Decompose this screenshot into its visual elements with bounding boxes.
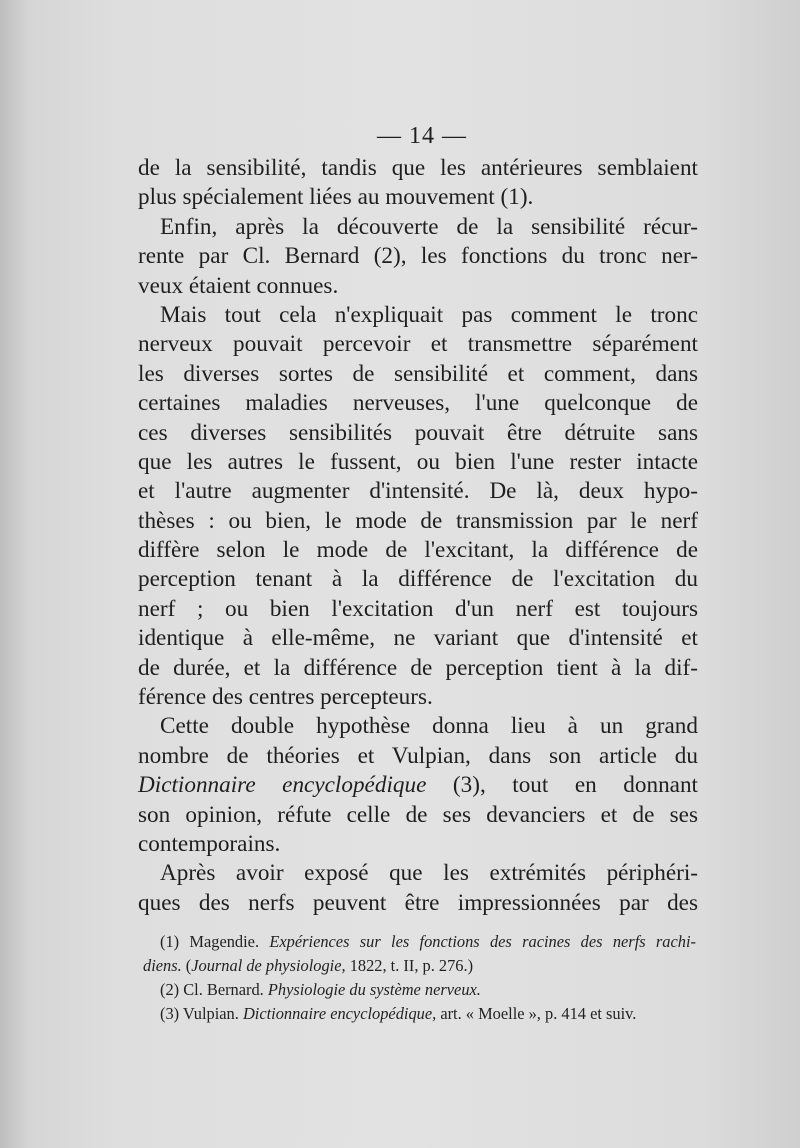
text-line: de la sensibilité, tandis que les antérieures semblaient: [138, 155, 698, 181]
text-line: contemporains.: [138, 830, 281, 857]
footnote-marker: (3) Vulpian.: [160, 1004, 243, 1023]
text-line: perception tenant à la différence de l'excitation du: [138, 566, 698, 593]
footnote-title: Physiologie du système nerveux.: [267, 980, 481, 999]
text-line: son opinion, réfute celle de ses devanciers et de ses: [138, 801, 698, 828]
footnote-text: 1822, t. II, p. 276.): [345, 956, 474, 975]
text-line: férence des centres percepteurs.: [138, 684, 433, 711]
text-line: plus spécialement liées au mouvement (1).: [138, 184, 534, 211]
text-line: certaines maladies nerveuses, l'une quelconque de: [138, 390, 698, 417]
footnote-text: (: [181, 956, 192, 975]
footnote-text: art. « Moelle », p. 414 et suiv.: [436, 1004, 637, 1023]
text-line: Mais tout cela n'expliquait pas comment le tronc: [160, 301, 698, 328]
text-line: que les autres le fussent, ou bien l'une rester intacte: [138, 448, 698, 475]
text-line: ces diverses sensibilités pouvait être détruite sans: [138, 419, 698, 446]
text-line: nombre de théories et Vulpian, dans son article du: [138, 742, 698, 769]
footnote-1: [160, 930, 696, 954]
footnote-1-continuation: [143, 954, 696, 978]
text-line: identique à elle-même, ne variant que d'intensité et: [138, 625, 698, 652]
footnotes: [143, 930, 696, 1026]
footnote-marker: (2) Cl. Bernard.: [160, 980, 268, 999]
footnote-journal: Journal de physiologie,: [191, 956, 346, 975]
text-line: Cette double hypothèse donna lieu à un grand: [160, 713, 698, 740]
text-line: veux étaient connues.: [138, 272, 339, 299]
footnote-2: [160, 978, 696, 1002]
main-text: [138, 118, 698, 918]
text-line: les diverses sortes de sensibilité et comment, dans: [138, 360, 698, 387]
footnote-title: diens.: [143, 956, 182, 975]
text-line: diffère selon le mode de l'excitant, la différence de: [138, 537, 698, 564]
italic-title: Dictionnaire encyclopédique: [138, 772, 427, 799]
body-text: [138, 154, 698, 918]
text-line: Enfin, après la découverte de la sensibilité récur-: [160, 213, 698, 240]
text-line: de durée, et la différence de perception tient à la dif-: [138, 654, 698, 681]
text-line: nerveux pouvait percevoir et transmettre séparément: [138, 331, 698, 358]
footnote-marker: (1) Magendie.: [160, 932, 270, 951]
footnote-title: Expériences sur les fonctions des racines des nerfs rachi-: [269, 932, 696, 951]
text-line: et l'autre augmenter d'intensité. De là, deux hypo-: [138, 478, 698, 505]
text-line: nerf ; ou bien l'excitation d'un nerf est toujours: [138, 595, 698, 622]
text-line: thèses : ou bien, le mode de transmission par le nerf: [138, 507, 698, 534]
footnote-3: [160, 1002, 696, 1026]
footnote-title: Dictionnaire encyclopédique,: [242, 1004, 437, 1023]
text-line: rente par Cl. Bernard (2), les fonctions du tronc ner-: [138, 243, 698, 270]
text-line: ques des nerfs peuvent être impressionnées par des: [138, 889, 698, 916]
text-line: [138, 771, 698, 800]
text-line: Après avoir exposé que les extrémités périphéri-: [160, 860, 698, 887]
page-number: — 14 —: [377, 123, 467, 149]
text-segment: (3), tout en donnant: [426, 772, 698, 799]
